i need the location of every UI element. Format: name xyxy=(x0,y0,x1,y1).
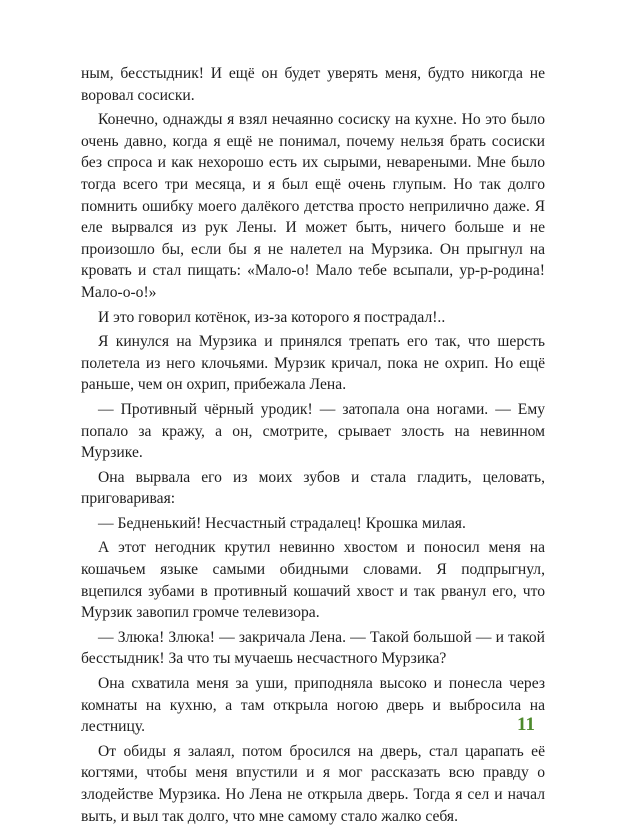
paragraph: — Бедненький! Несчастный страдалец! Крошка милая. xyxy=(98,514,466,532)
paragraph: — Злюка! Злюка! — закричала Лена. — Такой большой — и такой бесстыдник! За что ты мучаешь несчастного Мурзика? xyxy=(81,628,545,668)
page-body-text xyxy=(81,63,545,830)
paragraph: От обиды я залаял, потом бросился на дверь, стал царапать её когтями, чтобы меня впустили и я мог рассказать всю правду о злодействе Мурзика. Но Лена не открыла дверь. Тогда я сел и начал выть, и выл так долго, что мне самому стало жалко себя. xyxy=(81,742,545,825)
paragraph: Я кинулся на Мурзика и принялся трепать его так, что шерсть полетела из него клочьями. Мурзик кричал, пока не охрип. Но ещё раньше, чем он охрип, прибежала Лена. xyxy=(81,333,545,394)
page-number: 11 xyxy=(517,714,535,735)
paragraph: Конечно, однажды я взял нечаянно сосиску на кухне. Но это было очень давно, когда я ещё не понимал, почему нельзя брать сосиски без спроса и как нехорошо есть их сырыми, невареными. Мне было тогда всего три месяца, и я был ещё очень глупым. Но так долго помнить ошибку моего далёкого детства просто неприлично даже. Я еле вырвался из рук Лены. И может быть, ничего больше и не произошло бы, если бы я не налетел на Мурзика. Он прыгнул на кровать и стал пищать: «Мало-о! Мало тебе всыпали, ур-р-родина! Мало-о-о!» xyxy=(81,111,545,301)
paragraph: Она вырвала его из моих зубов и стала гладить, целовать, приговаривая: xyxy=(81,468,545,508)
paragraph: — Противный чёрный уродик! — затопала она ногами. — Ему попало за кражу, а он, смотрите, срывает злость на невинном Мурзике. xyxy=(81,400,545,462)
paragraph: И это говорил котёнок, из-за которого я пострадал!.. xyxy=(98,308,446,326)
paragraph: ным, бесстыдник! И ещё он будет уверять меня, будто никогда не воровал сосиски. xyxy=(81,65,545,104)
paragraph: Она схватила меня за уши, приподняла высоко и понесла через комнаты на кухню, а там открыла ногою дверь и выбросила на лестницу. xyxy=(81,675,545,736)
paragraph: А этот негодник крутил невинно хвостом и поносил меня на кошачьем языке самыми обидными словами. Я подпрыгнул, вцепился зубами в противный кошачий хвост и так рванул его, что Мурзик завопил громче телевизора. xyxy=(81,539,545,622)
